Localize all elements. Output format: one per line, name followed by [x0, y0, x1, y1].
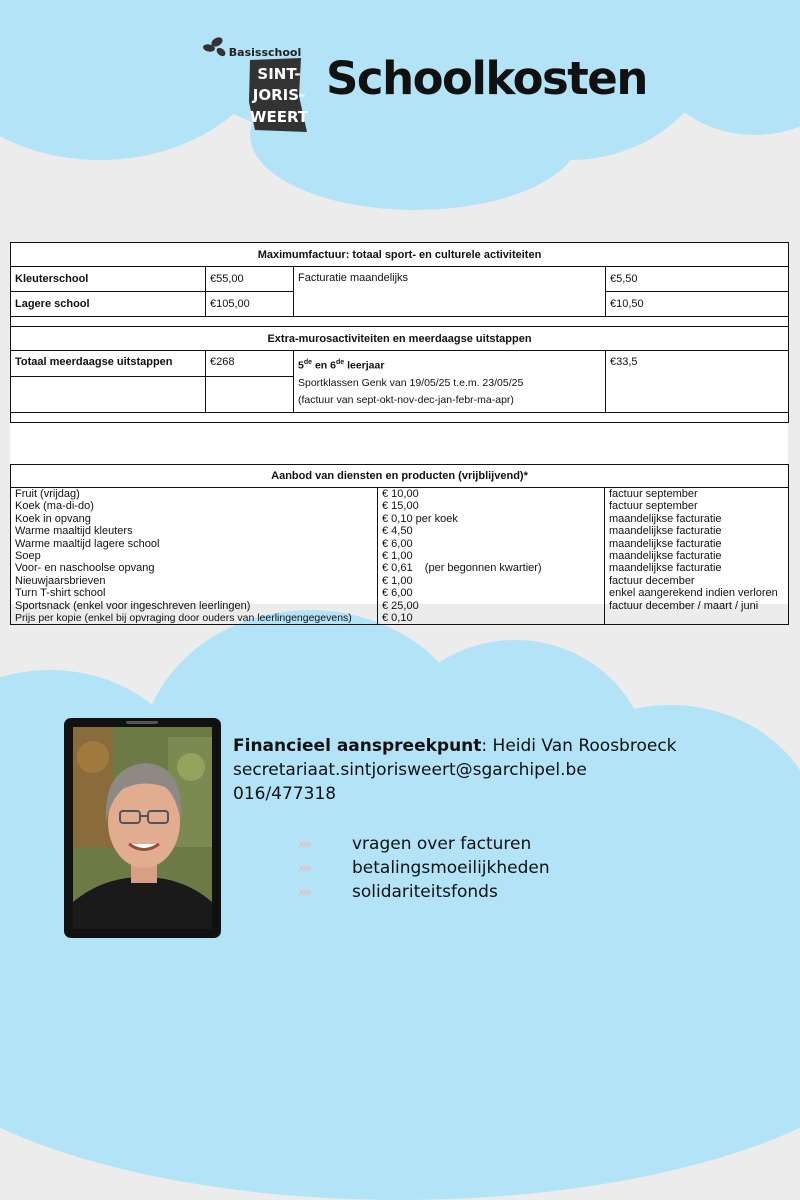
camera-dot	[126, 721, 158, 724]
topic-label: solidariteitsfonds	[352, 882, 498, 902]
contact-label: Financieel aanspreekpunt	[233, 736, 482, 756]
tablet-frame	[64, 718, 221, 938]
service-price: € 10,00	[382, 488, 419, 500]
services-block	[10, 464, 788, 625]
service-note: factuur september	[609, 488, 698, 500]
services-prices	[378, 488, 605, 625]
row-label: Kleuterschool	[11, 267, 206, 292]
row-monthly: €10,50	[606, 292, 789, 317]
contact-phone[interactable]: 016/477318	[233, 784, 337, 804]
list-item	[298, 832, 550, 856]
grade-line: 5de en 6de leerjaar	[298, 359, 385, 372]
service-name: Koek (ma-di-do)	[15, 500, 94, 513]
list-item	[298, 880, 550, 904]
service-name: Voor- en naschoolse opvang	[15, 562, 155, 575]
service-price: € 6,00	[382, 537, 413, 550]
topic-label: vragen over facturen	[352, 834, 532, 854]
contact-name: : Heidi Van Roosbroeck	[481, 736, 677, 756]
spacer-row	[11, 317, 789, 327]
service-note: factuur september	[609, 500, 698, 513]
topic-label: betalingsmoeilijkheden	[352, 858, 550, 878]
logo-text-line2: JORIS-	[252, 86, 306, 104]
service-note: enkel aangerekend indien verloren	[609, 587, 778, 600]
empty-cell	[206, 377, 294, 413]
logo-text-small: Basisschool	[228, 46, 302, 59]
extramuros-details	[294, 351, 606, 413]
contact-name-line	[233, 734, 677, 758]
arrow-icon: ›››	[298, 835, 310, 853]
service-price: € 15,00	[382, 500, 419, 513]
topic-list	[298, 832, 550, 904]
service-note: maandelijkse facturatie	[609, 525, 722, 538]
service-price: € 0,10 per koek	[382, 512, 458, 525]
services-table	[10, 464, 789, 625]
service-name: Nieuwjaarsbrieven	[15, 574, 106, 587]
service-note: factuur december / maart / juni	[609, 599, 759, 612]
row-monthly: €5,50	[606, 267, 789, 292]
empty-cell	[11, 377, 206, 413]
service-price: € 4,50	[382, 525, 413, 538]
service-note: factuur december	[609, 574, 695, 587]
service-note: maandelijkse facturatie	[609, 562, 722, 575]
portrait-image	[73, 727, 212, 929]
service-name: Warme maaltijd kleuters	[15, 525, 133, 538]
service-name: Warme maaltijd lagere school	[15, 537, 160, 550]
service-note: maandelijkse facturatie	[609, 537, 722, 550]
service-note: maandelijkse facturatie	[609, 550, 722, 563]
row-label: Lagere school	[11, 292, 206, 317]
cost-table	[10, 242, 789, 423]
services-names	[11, 488, 378, 625]
section-title-extramuros: Extra-murosactiviteiten en meerdaagse uitstappen	[11, 327, 789, 351]
contact-email[interactable]: secretariaat.sintjorisweert@sgarchipel.be	[233, 760, 587, 780]
list-item	[298, 856, 550, 880]
logo-text-line3: WEERT	[249, 108, 309, 126]
arrow-icon: ›››	[298, 859, 310, 877]
row-amount: €55,00	[206, 267, 294, 292]
section-title-maximumfactuur: Maximumfactuur: totaal sport- en culturele activiteiten	[11, 243, 789, 267]
spacer-row	[11, 413, 789, 423]
service-price: € 6,00	[382, 587, 413, 600]
service-price: € 1,00	[382, 550, 413, 563]
service-name: Koek in opvang	[15, 512, 91, 525]
service-price: € 0,61 (per begonnen kwartier)	[382, 562, 542, 575]
row-amount: €268	[206, 351, 294, 377]
logo-text-line1: SINT-	[257, 65, 301, 83]
trip-detail: Sportklassen Genk van 19/05/25 t.e.m. 23/05/25	[298, 376, 524, 389]
service-name: Soep	[15, 550, 41, 563]
row-label: Totaal meerdaagse uitstappen	[11, 351, 206, 377]
services-notes	[605, 488, 789, 625]
service-name: Turn T-shirt school	[15, 587, 106, 600]
service-price: € 1,00	[382, 574, 413, 587]
school-logo	[203, 36, 311, 134]
cost-document	[10, 242, 788, 625]
service-name: Fruit (vrijdag)	[15, 488, 80, 500]
leaf-icon	[203, 36, 227, 58]
trip-billing: (factuur van sept-okt-nov-dec-jan-febr-ma-apr)	[298, 393, 514, 406]
billing-note: Facturatie maandelijks	[294, 267, 606, 317]
contact-info	[233, 734, 677, 806]
service-name: Sportsnack (enkel voor ingeschreven leerlingen)	[15, 599, 251, 612]
row-monthly: €33,5	[606, 351, 789, 413]
service-price: € 25,00	[382, 599, 419, 612]
row-amount: €105,00	[206, 292, 294, 317]
service-price: € 0,10	[382, 612, 413, 625]
contact-photo	[73, 727, 212, 929]
arrow-icon: ›››	[298, 883, 310, 901]
service-name: Prijs per kopie (enkel bij opvraging door ouders van leerlingengegevens)	[15, 612, 352, 625]
page-title: Schoolkosten	[326, 52, 647, 105]
section-title-services: Aanbod van diensten en producten (vrijblijvend)*	[11, 465, 789, 488]
service-note: maandelijkse facturatie	[609, 512, 722, 525]
